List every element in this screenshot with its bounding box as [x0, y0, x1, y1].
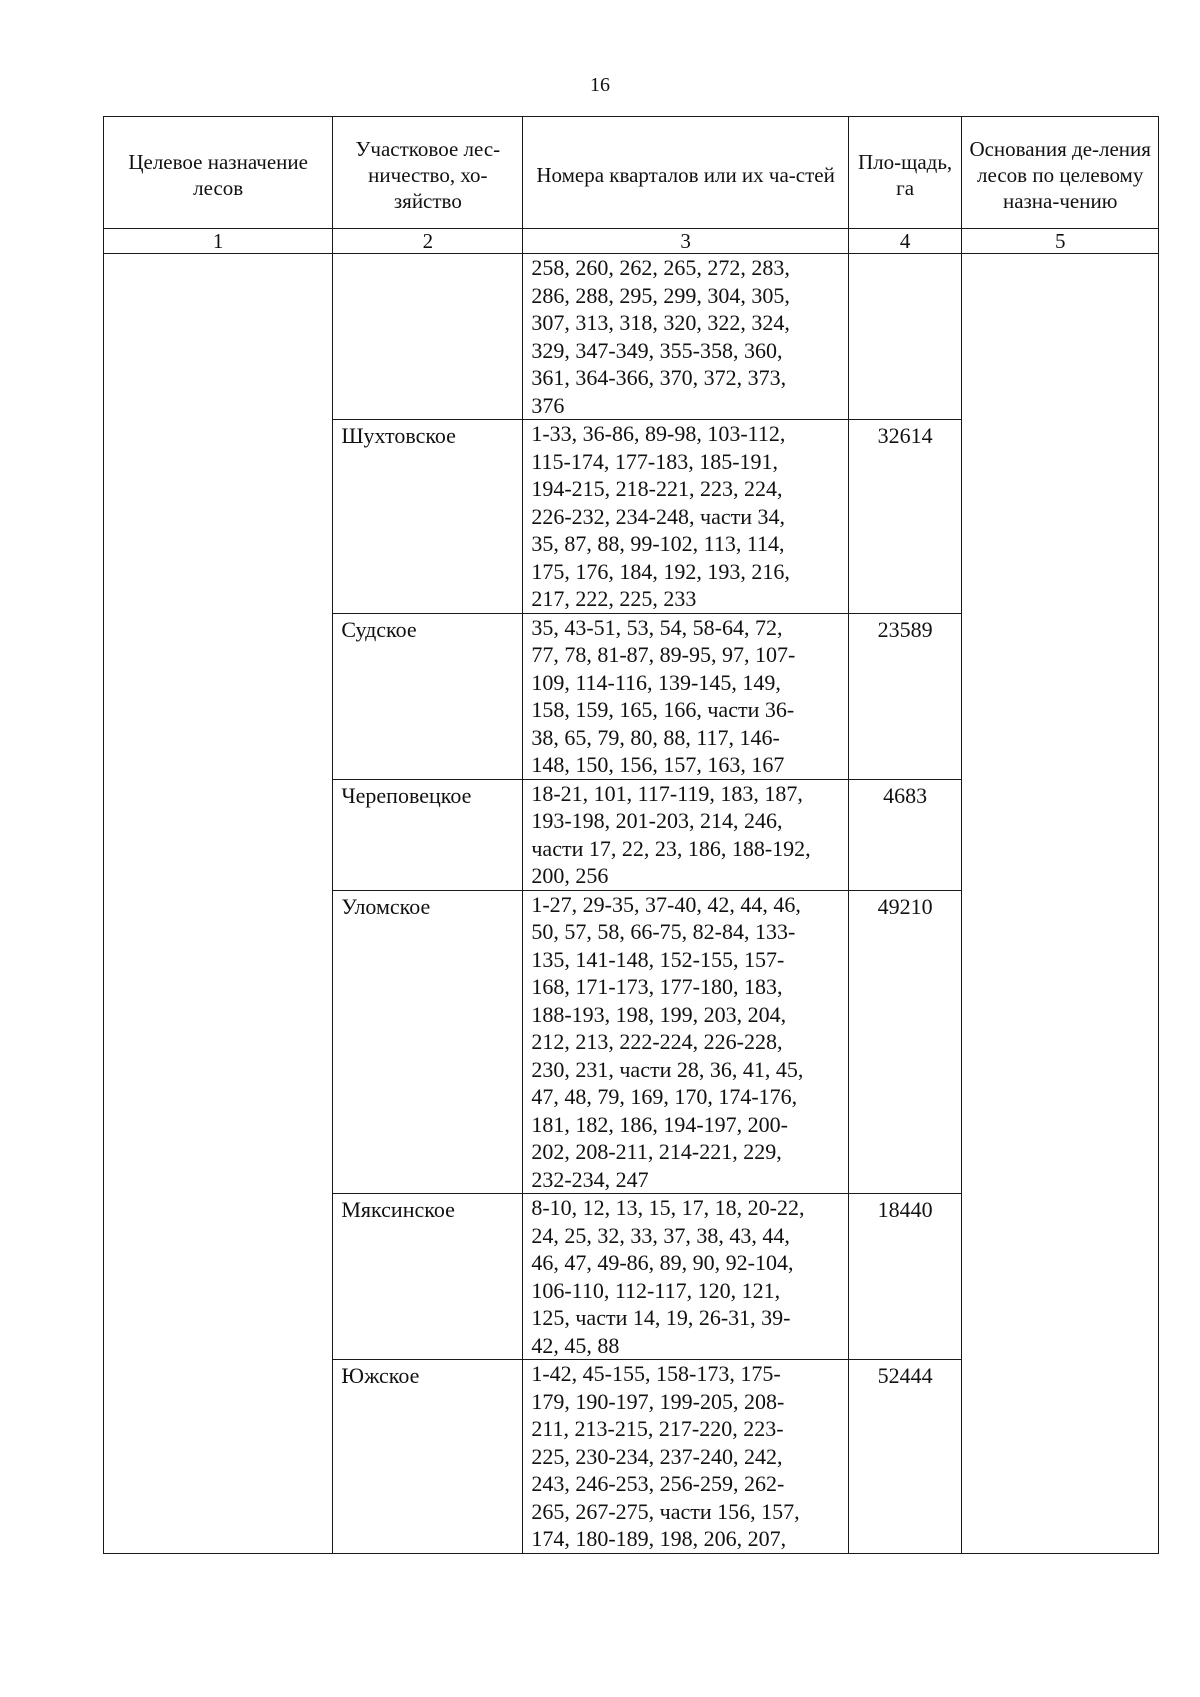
column-number: 4 — [848, 229, 962, 254]
header-quarter-numbers: Номера кварталов или их ча-стей — [523, 117, 848, 229]
district-cell: Уломское — [333, 890, 523, 1194]
quarter-numbers-line: 211, 213-215, 217-220, 223- — [531, 1416, 784, 1441]
quarter-numbers-line: 202, 208-211, 214-221, 229, — [531, 1139, 782, 1164]
quarter-numbers-line: 307, 313, 318, 320, 322, 324, — [531, 310, 790, 335]
quarter-numbers-line: 77, 78, 81-87, 89-95, 97, 107- — [531, 642, 796, 667]
quarter-numbers-line: 174, 180-189, 198, 206, 207, — [531, 1526, 787, 1551]
column-number: 1 — [104, 229, 333, 254]
column-number: 5 — [962, 229, 1159, 254]
quarter-numbers-cell — [523, 779, 848, 890]
quarter-numbers-line: 232-234, 247 — [531, 1166, 649, 1192]
quarter-numbers-line: 230, 231, части 28, 36, 41, 45, — [531, 1056, 804, 1082]
quarter-numbers-line: 265, 267-275, части 156, 157, — [531, 1498, 800, 1524]
quarter-numbers-line: 148, 150, 156, 157, 163, 167 — [531, 752, 785, 777]
quarter-numbers-cell — [523, 1194, 848, 1360]
page-number: 16 — [590, 74, 610, 96]
area-cell — [848, 254, 962, 420]
quarter-numbers-line: 50, 57, 58, 66-75, 82-84, 133- — [531, 919, 796, 944]
district-cell: Череповецкое — [333, 779, 523, 890]
quarter-numbers-line: 376 — [531, 392, 565, 418]
header-basis: Основания де-ления лесов по целевому назна-чению — [962, 117, 1159, 229]
forest-purpose-table — [103, 116, 1159, 1554]
quarter-numbers-cell — [523, 254, 848, 420]
quarter-numbers-line: 361, 364-366, 370, 372, 373, — [531, 365, 787, 390]
column-number-row — [104, 229, 1159, 254]
quarter-numbers-line: 47, 48, 79, 169, 170, 174-176, — [531, 1084, 798, 1109]
quarter-numbers-cell — [523, 420, 848, 614]
area-cell: 4683 — [848, 779, 962, 890]
quarter-numbers-line: 168, 171-173, 177-180, 183, — [531, 974, 783, 999]
quarter-numbers-line: 188-193, 198, 199, 203, 204, — [531, 1001, 787, 1027]
quarter-numbers-line: 258, 260, 262, 265, 272, 283, — [531, 255, 790, 280]
quarter-numbers-line: 1-42, 45-155, 158-173, 175- — [531, 1361, 781, 1386]
quarter-numbers-line: 217, 222, 225, 233 — [531, 586, 697, 611]
quarter-numbers-cell — [523, 613, 848, 779]
quarter-numbers-line: 179, 190-197, 199-205, 208- — [531, 1388, 785, 1414]
column-number: 3 — [523, 229, 848, 254]
quarter-numbers-line: 226-232, 234-248, части 34, — [531, 503, 785, 529]
header-area: Пло-щадь, га — [848, 117, 962, 229]
header-district: Участковое лес-ничество, хо-зяйство — [333, 117, 523, 229]
column-number: 2 — [333, 229, 523, 254]
quarter-numbers-line: 212, 213, 222-224, 226-228, — [531, 1029, 783, 1054]
quarter-numbers-line: части 17, 22, 23, 186, 188-192, — [531, 835, 811, 861]
quarter-numbers-line: 115-174, 177-183, 185-191, — [531, 448, 779, 474]
area-cell: 23589 — [848, 613, 962, 779]
area-cell: 32614 — [848, 420, 962, 614]
quarter-numbers-line: 8-10, 12, 13, 15, 17, 18, 20-22, — [531, 1195, 805, 1220]
quarter-numbers-line: 193-198, 201-203, 214, 246, — [531, 808, 783, 833]
quarter-numbers-cell — [523, 890, 848, 1194]
quarter-numbers-line: 225, 230-234, 237-240, 242, — [531, 1443, 783, 1469]
quarter-numbers-line: 135, 141-148, 152-155, 157- — [531, 946, 785, 972]
quarter-numbers-line: 42, 45, 88 — [531, 1332, 620, 1358]
quarter-numbers-line: 175, 176, 184, 192, 193, 216, — [531, 558, 790, 584]
quarter-numbers-line: 109, 114-116, 139-145, 149, — [531, 669, 781, 695]
header-row — [104, 117, 1159, 229]
area-cell: 49210 — [848, 890, 962, 1194]
district-cell — [333, 254, 523, 420]
area-cell: 18440 — [848, 1194, 962, 1360]
quarter-numbers-line: 181, 182, 186, 194-197, 200- — [531, 1111, 789, 1137]
header-purpose: Целевое назначение лесов — [104, 117, 333, 229]
table-row — [104, 254, 1159, 420]
quarter-numbers-line: 1-27, 29-35, 37-40, 42, 44, 46, — [531, 891, 801, 917]
quarter-numbers-line: 194-215, 218-221, 223, 224, — [531, 476, 783, 501]
quarter-numbers-line: 35, 87, 88, 99-102, 113, 114, — [531, 531, 785, 556]
district-cell: Судское — [333, 613, 523, 779]
quarter-numbers-line: 46, 47, 49-86, 89, 90, 92-104, — [531, 1250, 794, 1275]
purpose-cell — [104, 254, 333, 1554]
district-cell: Шухтовское — [333, 420, 523, 614]
quarter-numbers-line: 1-33, 36-86, 89-98, 103-112, — [531, 421, 786, 446]
quarter-numbers-line: 125, части 14, 19, 26-31, 39- — [531, 1305, 791, 1330]
area-cell: 52444 — [848, 1360, 962, 1554]
quarter-numbers-line: 35, 43-51, 53, 54, 58-64, 72, — [531, 614, 783, 640]
quarter-numbers-line: 329, 347-349, 355-358, 360, — [531, 337, 783, 363]
quarter-numbers-line: 106-110, 112-117, 120, 121, — [531, 1277, 781, 1303]
quarter-numbers-line: 243, 246-253, 256-259, 262- — [531, 1471, 785, 1496]
quarter-numbers-line: 38, 65, 79, 80, 88, 117, 146- — [531, 724, 780, 750]
quarter-numbers-line: 158, 159, 165, 166, части 36- — [531, 697, 795, 722]
district-cell: Мяксинское — [333, 1194, 523, 1360]
quarter-numbers-line: 18-21, 101, 117-119, 183, 187, — [531, 780, 803, 806]
district-cell: Южское — [333, 1360, 523, 1554]
quarter-numbers-cell — [523, 1360, 848, 1554]
quarter-numbers-line: 286, 288, 295, 299, 304, 305, — [531, 282, 790, 308]
quarter-numbers-line: 200, 256 — [531, 863, 609, 888]
quarter-numbers-line: 24, 25, 32, 33, 37, 38, 43, 44, — [531, 1222, 790, 1248]
basis-cell — [962, 254, 1159, 1554]
